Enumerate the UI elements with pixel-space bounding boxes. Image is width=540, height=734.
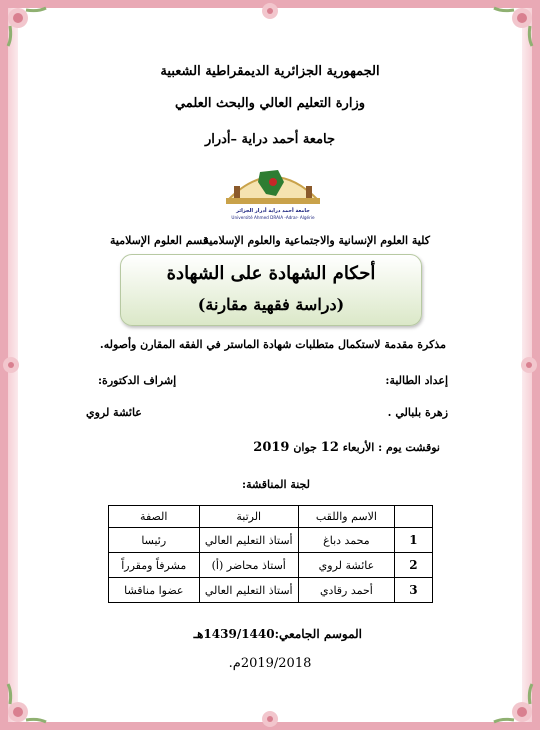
table-header-row	[109, 506, 433, 528]
header-name: الاسم واللقب	[298, 506, 394, 528]
table-row	[109, 528, 433, 553]
member-name: أحمد رقادي	[298, 578, 394, 603]
member-name: عائشة لروي	[298, 553, 394, 578]
discussion-prefix: نوقشت يوم : الأربعاء	[342, 441, 440, 454]
department-line: قسم العلوم الإسلامية	[110, 234, 209, 247]
header-role: الصفة	[109, 506, 200, 528]
thesis-subtitle: (دراسة فقهية مقارنة)	[197, 295, 345, 314]
academic-year: 2019/2018م.	[228, 656, 312, 671]
university-logo	[218, 160, 328, 222]
member-rank: أستاذ محاضر (أ)	[199, 553, 298, 578]
university-line: جامعة أحمد دراية –أدرار	[204, 132, 336, 147]
member-rank: أستاذ التعليم العالي	[199, 578, 298, 603]
header-rank: الرتبة	[199, 506, 298, 528]
discussion-day: 12	[320, 440, 339, 455]
supervisor-label: إشراف الدكتورة:	[98, 374, 177, 387]
row-number: 3	[394, 578, 432, 603]
discussion-date	[253, 440, 440, 455]
committee-label: لجنة المناقشة:	[242, 478, 310, 491]
row-number: 2	[394, 553, 432, 578]
ministry-line: وزارة التعليم العالي والبحث العلمي	[174, 96, 366, 111]
student-name: زهرة بلبالي .	[387, 406, 448, 419]
member-role: عضوا مناقشا	[109, 578, 200, 603]
table-row	[109, 578, 433, 603]
row-number: 1	[394, 528, 432, 553]
memo-statement: مذكرة مقدمة لاستكمال متطلبات شهادة الماستر في الفقه المقارن وأصوله.	[99, 338, 446, 351]
supervisor-name: عائشة لروي	[86, 406, 142, 419]
member-rank: أستاذ التعليم العالي	[199, 528, 298, 553]
member-role: مشرفاً ومقرراً	[109, 553, 200, 578]
header-number	[394, 506, 432, 528]
logo-caption-en: Université Ahmed DRAIA -Adrar- Algérie	[231, 215, 315, 220]
logo-caption-ar: جامعة أحمد دراية أدرار الجزائر	[236, 208, 310, 214]
academic-season: الموسم الجامعي:1439/1440هـ	[193, 627, 362, 641]
discussion-month: جوان	[293, 441, 317, 454]
committee-table	[108, 505, 433, 603]
republic-line: الجمهورية الجزائرية الديمقراطية الشعبية	[160, 64, 380, 79]
member-role: رئيسا	[109, 528, 200, 553]
table-row	[109, 553, 433, 578]
title-box	[120, 254, 422, 326]
faculty-line: كلية العلوم الإنسانية والاجتماعية والعلوم الإسلامية	[203, 234, 430, 247]
thesis-title: أحكام الشهادة على الشهادة	[166, 263, 376, 284]
member-name: محمد دباغ	[298, 528, 394, 553]
prepared-by-label: إعداد الطالبة:	[385, 374, 448, 387]
discussion-year: 2019	[253, 440, 290, 455]
